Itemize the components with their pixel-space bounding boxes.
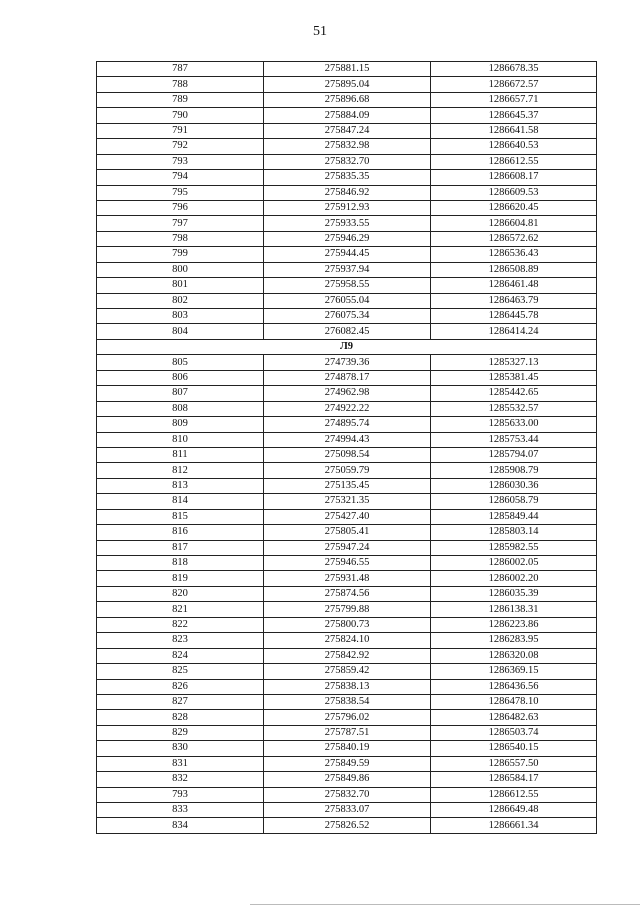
y-coordinate-cell: 1285327.13 bbox=[431, 355, 597, 370]
x-coordinate-cell: 275849.86 bbox=[264, 772, 431, 787]
point-number-cell: 793 bbox=[97, 787, 264, 802]
y-coordinate-cell: 1286058.79 bbox=[431, 494, 597, 509]
x-coordinate-cell: 275826.52 bbox=[264, 818, 431, 833]
y-coordinate-cell: 1286463.79 bbox=[431, 293, 597, 308]
x-coordinate-cell: 275799.88 bbox=[264, 602, 431, 617]
x-coordinate-cell: 275958.55 bbox=[264, 278, 431, 293]
x-coordinate-cell: 275896.68 bbox=[264, 92, 431, 107]
x-coordinate-cell: 275835.35 bbox=[264, 170, 431, 185]
table-row bbox=[97, 556, 597, 571]
table-row bbox=[97, 772, 597, 787]
table-row bbox=[97, 92, 597, 107]
y-coordinate-cell: 1286138.31 bbox=[431, 602, 597, 617]
x-coordinate-cell: 274739.36 bbox=[264, 355, 431, 370]
table-row bbox=[97, 803, 597, 818]
y-coordinate-cell: 1286641.58 bbox=[431, 123, 597, 138]
coordinates-table-body bbox=[97, 62, 597, 834]
point-number-cell: 806 bbox=[97, 370, 264, 385]
x-coordinate-cell: 275832.70 bbox=[264, 154, 431, 169]
y-coordinate-cell: 1286320.08 bbox=[431, 648, 597, 663]
table-row bbox=[97, 386, 597, 401]
point-number-cell: 787 bbox=[97, 62, 264, 77]
x-coordinate-cell: 275833.07 bbox=[264, 803, 431, 818]
point-number-cell: 795 bbox=[97, 185, 264, 200]
x-coordinate-cell: 275427.40 bbox=[264, 509, 431, 524]
y-coordinate-cell: 1286612.55 bbox=[431, 787, 597, 802]
y-coordinate-cell: 1286035.39 bbox=[431, 586, 597, 601]
table-row bbox=[97, 247, 597, 262]
y-coordinate-cell: 1286436.56 bbox=[431, 679, 597, 694]
point-number-cell: 789 bbox=[97, 92, 264, 107]
table-row bbox=[97, 664, 597, 679]
y-coordinate-cell: 1286461.48 bbox=[431, 278, 597, 293]
y-coordinate-cell: 1286445.78 bbox=[431, 309, 597, 324]
point-number-cell: 805 bbox=[97, 355, 264, 370]
point-number-cell: 818 bbox=[97, 556, 264, 571]
y-coordinate-cell: 1285753.44 bbox=[431, 432, 597, 447]
y-coordinate-cell: 1286540.15 bbox=[431, 741, 597, 756]
y-coordinate-cell: 1286612.55 bbox=[431, 154, 597, 169]
table-row bbox=[97, 324, 597, 339]
table-row bbox=[97, 617, 597, 632]
table-row bbox=[97, 494, 597, 509]
point-number-cell: 800 bbox=[97, 262, 264, 277]
table-row bbox=[97, 818, 597, 833]
table-row bbox=[97, 62, 597, 77]
table-row bbox=[97, 525, 597, 540]
table-row bbox=[97, 401, 597, 416]
x-coordinate-cell: 275135.45 bbox=[264, 478, 431, 493]
x-coordinate-cell: 274895.74 bbox=[264, 417, 431, 432]
y-coordinate-cell: 1286672.57 bbox=[431, 77, 597, 92]
section-label: Л9 bbox=[97, 339, 597, 354]
table-row bbox=[97, 355, 597, 370]
y-coordinate-cell: 1285381.45 bbox=[431, 370, 597, 385]
section-header-row bbox=[97, 339, 597, 354]
y-coordinate-cell: 1286620.45 bbox=[431, 200, 597, 215]
point-number-cell: 817 bbox=[97, 540, 264, 555]
table-row bbox=[97, 123, 597, 138]
table-row bbox=[97, 509, 597, 524]
table-row bbox=[97, 694, 597, 709]
table-row bbox=[97, 571, 597, 586]
point-number-cell: 790 bbox=[97, 108, 264, 123]
x-coordinate-cell: 275895.04 bbox=[264, 77, 431, 92]
y-coordinate-cell: 1286536.43 bbox=[431, 247, 597, 262]
point-number-cell: 804 bbox=[97, 324, 264, 339]
x-coordinate-cell: 275946.55 bbox=[264, 556, 431, 571]
point-number-cell: 829 bbox=[97, 725, 264, 740]
point-number-cell: 791 bbox=[97, 123, 264, 138]
table-row bbox=[97, 185, 597, 200]
x-coordinate-cell: 275846.92 bbox=[264, 185, 431, 200]
x-coordinate-cell: 275849.59 bbox=[264, 756, 431, 771]
table-row bbox=[97, 756, 597, 771]
x-coordinate-cell: 274962.98 bbox=[264, 386, 431, 401]
table-row bbox=[97, 679, 597, 694]
x-coordinate-cell: 275944.45 bbox=[264, 247, 431, 262]
point-number-cell: 809 bbox=[97, 417, 264, 432]
point-number-cell: 824 bbox=[97, 648, 264, 663]
table-row bbox=[97, 447, 597, 462]
point-number-cell: 815 bbox=[97, 509, 264, 524]
y-coordinate-cell: 1285442.65 bbox=[431, 386, 597, 401]
table-row bbox=[97, 309, 597, 324]
table-row bbox=[97, 710, 597, 725]
x-coordinate-cell: 275946.29 bbox=[264, 231, 431, 246]
point-number-cell: 813 bbox=[97, 478, 264, 493]
point-number-cell: 834 bbox=[97, 818, 264, 833]
point-number-cell: 822 bbox=[97, 617, 264, 632]
point-number-cell: 796 bbox=[97, 200, 264, 215]
x-coordinate-cell: 275931.48 bbox=[264, 571, 431, 586]
table-row bbox=[97, 432, 597, 447]
table-row bbox=[97, 231, 597, 246]
x-coordinate-cell: 275937.94 bbox=[264, 262, 431, 277]
y-coordinate-cell: 1286503.74 bbox=[431, 725, 597, 740]
y-coordinate-cell: 1286645.37 bbox=[431, 108, 597, 123]
y-coordinate-cell: 1286661.34 bbox=[431, 818, 597, 833]
y-coordinate-cell: 1286657.71 bbox=[431, 92, 597, 107]
point-number-cell: 820 bbox=[97, 586, 264, 601]
y-coordinate-cell: 1285908.79 bbox=[431, 463, 597, 478]
table-row bbox=[97, 787, 597, 802]
y-coordinate-cell: 1286649.48 bbox=[431, 803, 597, 818]
point-number-cell: 799 bbox=[97, 247, 264, 262]
table-row bbox=[97, 293, 597, 308]
y-coordinate-cell: 1285633.00 bbox=[431, 417, 597, 432]
table-row bbox=[97, 602, 597, 617]
table-row bbox=[97, 648, 597, 663]
x-coordinate-cell: 274878.17 bbox=[264, 370, 431, 385]
y-coordinate-cell: 1286414.24 bbox=[431, 324, 597, 339]
coordinates-table bbox=[96, 61, 597, 834]
point-number-cell: 788 bbox=[97, 77, 264, 92]
y-coordinate-cell: 1286557.50 bbox=[431, 756, 597, 771]
y-coordinate-cell: 1286640.53 bbox=[431, 139, 597, 154]
point-number-cell: 808 bbox=[97, 401, 264, 416]
y-coordinate-cell: 1285803.14 bbox=[431, 525, 597, 540]
table-row bbox=[97, 540, 597, 555]
table-row bbox=[97, 370, 597, 385]
table-row bbox=[97, 216, 597, 231]
point-number-cell: 828 bbox=[97, 710, 264, 725]
x-coordinate-cell: 276082.45 bbox=[264, 324, 431, 339]
point-number-cell: 798 bbox=[97, 231, 264, 246]
page-number: 51 bbox=[313, 24, 327, 39]
table-row bbox=[97, 633, 597, 648]
y-coordinate-cell: 1286584.17 bbox=[431, 772, 597, 787]
y-coordinate-cell: 1286508.89 bbox=[431, 262, 597, 277]
x-coordinate-cell: 275059.79 bbox=[264, 463, 431, 478]
y-coordinate-cell: 1286369.15 bbox=[431, 664, 597, 679]
x-coordinate-cell: 275832.98 bbox=[264, 139, 431, 154]
x-coordinate-cell: 275840.19 bbox=[264, 741, 431, 756]
x-coordinate-cell: 275796.02 bbox=[264, 710, 431, 725]
table-row bbox=[97, 200, 597, 215]
y-coordinate-cell: 1286604.81 bbox=[431, 216, 597, 231]
table-row bbox=[97, 586, 597, 601]
x-coordinate-cell: 276055.04 bbox=[264, 293, 431, 308]
point-number-cell: 801 bbox=[97, 278, 264, 293]
y-coordinate-cell: 1286608.17 bbox=[431, 170, 597, 185]
point-number-cell: 830 bbox=[97, 741, 264, 756]
table-row bbox=[97, 463, 597, 478]
point-number-cell: 797 bbox=[97, 216, 264, 231]
point-number-cell: 832 bbox=[97, 772, 264, 787]
x-coordinate-cell: 275321.35 bbox=[264, 494, 431, 509]
point-number-cell: 814 bbox=[97, 494, 264, 509]
point-number-cell: 831 bbox=[97, 756, 264, 771]
point-number-cell: 812 bbox=[97, 463, 264, 478]
point-number-cell: 793 bbox=[97, 154, 264, 169]
point-number-cell: 794 bbox=[97, 170, 264, 185]
table-row bbox=[97, 154, 597, 169]
table-row bbox=[97, 417, 597, 432]
point-number-cell: 823 bbox=[97, 633, 264, 648]
point-number-cell: 792 bbox=[97, 139, 264, 154]
y-coordinate-cell: 1286572.62 bbox=[431, 231, 597, 246]
x-coordinate-cell: 275098.54 bbox=[264, 447, 431, 462]
point-number-cell: 816 bbox=[97, 525, 264, 540]
table-row bbox=[97, 725, 597, 740]
y-coordinate-cell: 1286283.95 bbox=[431, 633, 597, 648]
x-coordinate-cell: 275881.15 bbox=[264, 62, 431, 77]
table-row bbox=[97, 77, 597, 92]
y-coordinate-cell: 1286002.20 bbox=[431, 571, 597, 586]
y-coordinate-cell: 1285532.57 bbox=[431, 401, 597, 416]
point-number-cell: 802 bbox=[97, 293, 264, 308]
y-coordinate-cell: 1286223.86 bbox=[431, 617, 597, 632]
x-coordinate-cell: 275847.24 bbox=[264, 123, 431, 138]
table-row bbox=[97, 108, 597, 123]
x-coordinate-cell: 275874.56 bbox=[264, 586, 431, 601]
point-number-cell: 810 bbox=[97, 432, 264, 447]
y-coordinate-cell: 1286030.36 bbox=[431, 478, 597, 493]
table-row bbox=[97, 278, 597, 293]
y-coordinate-cell: 1286609.53 bbox=[431, 185, 597, 200]
x-coordinate-cell: 274994.43 bbox=[264, 432, 431, 447]
y-coordinate-cell: 1285982.55 bbox=[431, 540, 597, 555]
x-coordinate-cell: 275805.41 bbox=[264, 525, 431, 540]
point-number-cell: 826 bbox=[97, 679, 264, 694]
x-coordinate-cell: 275947.24 bbox=[264, 540, 431, 555]
x-coordinate-cell: 275824.10 bbox=[264, 633, 431, 648]
x-coordinate-cell: 275859.42 bbox=[264, 664, 431, 679]
point-number-cell: 811 bbox=[97, 447, 264, 462]
x-coordinate-cell: 275912.93 bbox=[264, 200, 431, 215]
point-number-cell: 821 bbox=[97, 602, 264, 617]
y-coordinate-cell: 1286482.63 bbox=[431, 710, 597, 725]
x-coordinate-cell: 275884.09 bbox=[264, 108, 431, 123]
table-row bbox=[97, 139, 597, 154]
y-coordinate-cell: 1285794.07 bbox=[431, 447, 597, 462]
y-coordinate-cell: 1285849.44 bbox=[431, 509, 597, 524]
y-coordinate-cell: 1286478.10 bbox=[431, 694, 597, 709]
y-coordinate-cell: 1286002.05 bbox=[431, 556, 597, 571]
x-coordinate-cell: 274922.22 bbox=[264, 401, 431, 416]
table-row bbox=[97, 478, 597, 493]
x-coordinate-cell: 275800.73 bbox=[264, 617, 431, 632]
x-coordinate-cell: 275842.92 bbox=[264, 648, 431, 663]
x-coordinate-cell: 275933.55 bbox=[264, 216, 431, 231]
table-row bbox=[97, 262, 597, 277]
table-row bbox=[97, 741, 597, 756]
x-coordinate-cell: 275832.70 bbox=[264, 787, 431, 802]
point-number-cell: 825 bbox=[97, 664, 264, 679]
point-number-cell: 833 bbox=[97, 803, 264, 818]
x-coordinate-cell: 275787.51 bbox=[264, 725, 431, 740]
y-coordinate-cell: 1286678.35 bbox=[431, 62, 597, 77]
x-coordinate-cell: 276075.34 bbox=[264, 309, 431, 324]
point-number-cell: 807 bbox=[97, 386, 264, 401]
x-coordinate-cell: 275838.54 bbox=[264, 694, 431, 709]
point-number-cell: 819 bbox=[97, 571, 264, 586]
table-row bbox=[97, 170, 597, 185]
x-coordinate-cell: 275838.13 bbox=[264, 679, 431, 694]
point-number-cell: 827 bbox=[97, 694, 264, 709]
point-number-cell: 803 bbox=[97, 309, 264, 324]
